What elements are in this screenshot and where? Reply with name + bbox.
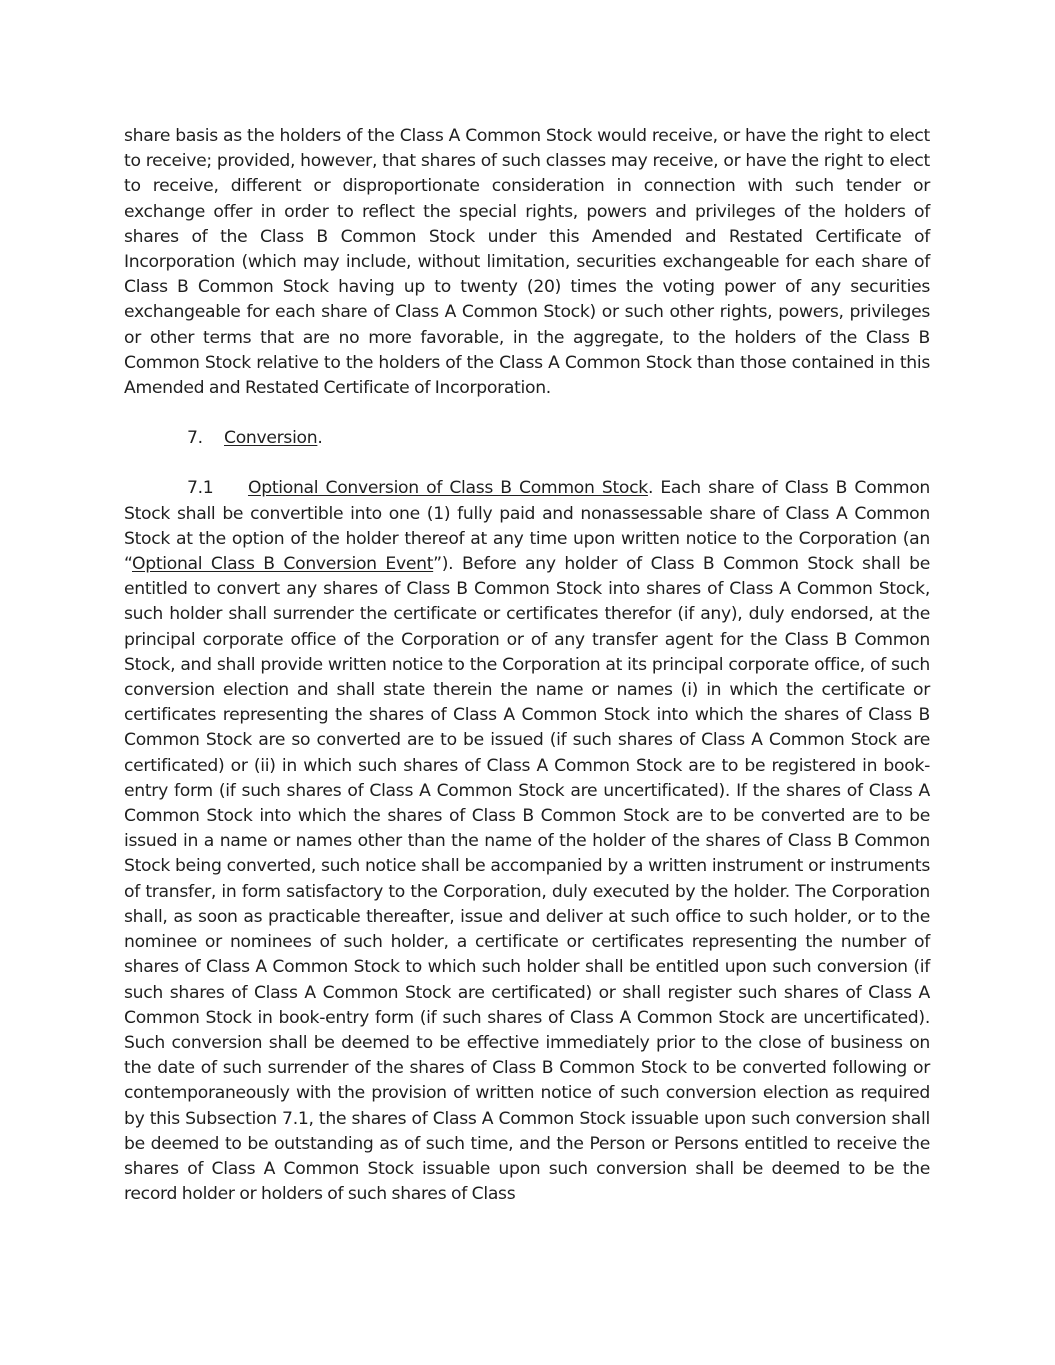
document-page bbox=[124, 124, 930, 1207]
subsection-7-1-paragraph bbox=[124, 476, 930, 1207]
subsection-7-1-text-part2: ”). Before any holder of Class B Common Stock shall be entitled to convert any shares of Class B Common Stock into shares of Class A Common Stock, such holder shall surrender the certificate or certificates therefor (if any), duly endorsed, at the principal corporate office of the Corporation or of any transfer agent for the Class B Common Stock, and shall provide written notice to the Corporation at its principal corporate office, of such conversion election and shall state therein the name or names (i) in which the certificate or certificates representing the shares of Class A Common Stock into which the shares of Class B Common Stock are so converted are to be issued (if such shares of Class A Common Stock are certificated) or (ii) in which such shares of Class A Common Stock are to be registered in book- entry form (if such shares of Class A Common Stock are uncertificated). If the shares of Class A Common Stock into which the shares of Class B Common Stock are to be converted are to be issued in a name or names other than the name of the holder of the shares of Class B Common Stock being converted, such notice shall be accompanied by a written instrument or instruments of transfer, in form satisfactory to the Corporation, duly executed by the holder. The Corporation shall, as soon as practicable thereafter, issue and deliver at such office to such holder, or to the nominee or nominees of such holder, a certificate or certificates representing the number of shares of Class A Common Stock to which such holder shall be entitled upon such conversion (if such shares of Class A Common Stock are certificated) or shall register such shares of Class A Common Stock in book-entry form (if such shares of Class A Common Stock are uncertificated). Such conversion shall be deemed to be effective immediately prior to the close of business on the date of such surrender of the shares of Class B Common Stock to be converted following or contemporaneously with the provision of written notice of such conversion election as required by this Subsection 7.1, the shares of Class A Common Stock issuable upon such conversion shall be deemed to be outstanding as of such time, and the Person or Persons entitled to receive the shares of Class A Common Stock issuable upon such conversion shall be deemed to be the record holder or holders of such shares of Class bbox=[124, 554, 930, 1205]
section-7-title-suffix: . bbox=[317, 428, 323, 449]
subsection-7-1-number: 7.1 bbox=[187, 478, 214, 499]
section-7-number: 7. bbox=[187, 428, 203, 449]
subsection-7-1-title: Optional Conversion of Class B Common Stock bbox=[248, 478, 648, 499]
defined-term-optional-class-b-conversion-event: Optional Class B Conversion Event bbox=[132, 554, 434, 575]
section-7-heading bbox=[124, 426, 930, 451]
continued-paragraph: share basis as the holders of the Class A Common Stock would receive, or have the right to elect to receive; provided, however, that shares of such classes may receive, or have the right to elect to receive, different or disproportionate consideration in connection with such tender or exchange offer in order to reflect the special rights, powers and privileges of the holders of shares of the Class B Common Stock under this Amended and Restated Certificate of Incorporation (which may include, without limitation, securities exchangeable for each share of Class B Common Stock having up to twenty (20) times the voting power of any securities exchangeable for each share of Class A Common Stock) or such other rights, powers, privileges or other terms that are no more favorable, in the aggregate, to the holders of the Class B Common Stock relative to the holders of the Class A Common Stock than those contained in this Amended and Restated Certificate of Incorporation. bbox=[124, 126, 930, 399]
subsection-7-1-text-part1: . Each share of Class B Common Stock shall be convertible into one (1) fully paid and nonassessable share of Class A Common Stock at the option of the holder thereof at any time upon written notice to the Corporation (an “ bbox=[124, 478, 931, 575]
section-7-title: Conversion bbox=[224, 428, 318, 449]
